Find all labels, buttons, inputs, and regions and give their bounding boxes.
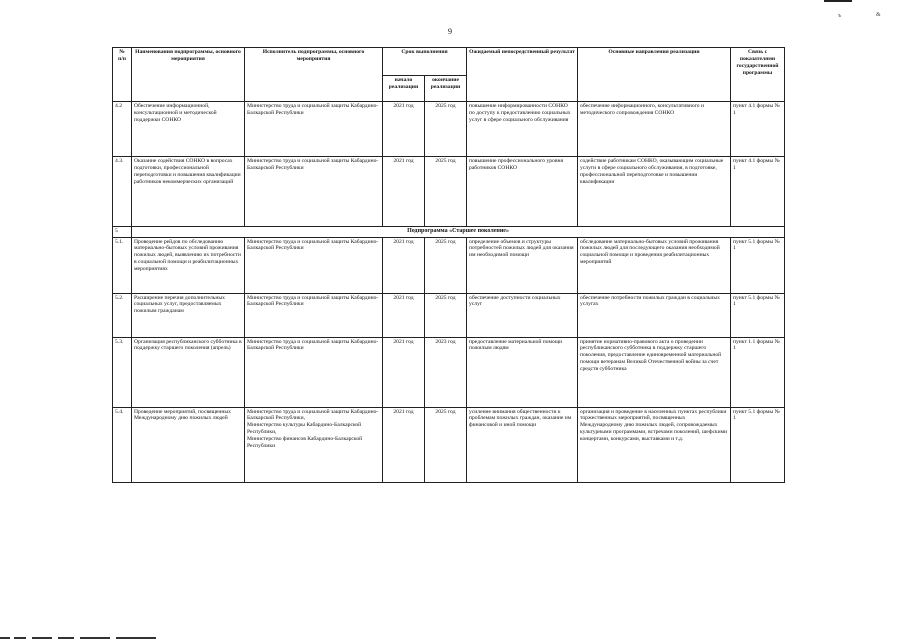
table-row xyxy=(113,237,785,293)
measures-table xyxy=(112,47,785,483)
row-name: Расширение перечня дополнительных социальных услуг, предоставляемых пожилым гражданам xyxy=(132,293,245,337)
row-link: пункт 5.1 формы № 1 xyxy=(731,237,785,293)
row-start: 2021 год xyxy=(383,102,425,157)
row-start: 2021 год xyxy=(383,337,425,407)
row-start: 2021 год xyxy=(383,157,425,227)
row-end: 2025 год xyxy=(425,237,467,293)
row-result: повышение информированности СОНКО по доступу к предоставлению социальных услуг в сфере социального обслуживания xyxy=(467,102,578,157)
row-num: 5.2. xyxy=(113,293,132,337)
corner-mark: ъ xyxy=(838,13,842,19)
table-row xyxy=(113,407,785,482)
row-num: 5.3. xyxy=(113,337,132,407)
row-directions: организация и проведение в населенных пунктах республики торжественных мероприятий, посвященных Международному дню пожилых людей, сопровождаемых культурными программами, встречами поколений, шефскими концертами, конкурсами, выставками и т.д. xyxy=(578,407,731,482)
table-row xyxy=(113,293,785,337)
row-name: Проведение мероприятий, посвященных Международному дню пожилых людей xyxy=(132,407,245,482)
row-executor: Министерство труда и социальной защиты Кабардино-Балкарской Республики xyxy=(245,102,383,157)
section-row xyxy=(113,227,785,238)
header-term: Срок выполнения xyxy=(383,48,467,76)
header-directions: Основные направления реализации xyxy=(578,48,731,102)
row-result: повышение профессионального уровня работников СОНКО xyxy=(467,157,578,227)
row-link: пункт 5.1 формы № 1 xyxy=(731,407,785,482)
row-link: пункт 4.1 формы № 1 xyxy=(731,102,785,157)
row-directions: обеспечение потребности пожилых граждан в социальных услугах xyxy=(578,293,731,337)
row-end: 2025 год xyxy=(425,157,467,227)
row-end: 2025 год xyxy=(425,102,467,157)
row-executor: Министерство труда и социальной защиты Кабардино-Балкарской Республики xyxy=(245,293,383,337)
row-num: 4.2 xyxy=(113,102,132,157)
header-start: начало реализации xyxy=(383,76,425,102)
row-link: пункт 5.1 формы № 1 xyxy=(731,293,785,337)
row-num: 5.4. xyxy=(113,407,132,482)
row-directions: принятие нормативно-правового акта о проведении республиканского субботника в поддержку старшего поколения, предоставление единовременной материальной помощи ветеранам Великой Отечественной войны за счет средств субботника xyxy=(578,337,731,407)
row-start: 2021 год xyxy=(383,293,425,337)
row-executor: Министерство труда и социальной защиты Кабардино-Балкарской Республики xyxy=(245,157,383,227)
row-result: обеспечение доступности социальных услуг xyxy=(467,293,578,337)
row-directions: обследование материально-бытовых условий проживания пожилых людей для последующего оказания необходимой социальной помощи и проведения реабилитационных мероприятий xyxy=(578,237,731,293)
row-name: Обеспечение информационной, консультационной и методической поддержки СОНКО xyxy=(132,102,245,157)
row-end: 2025 год xyxy=(425,407,467,482)
table-row xyxy=(113,157,785,227)
row-end: 2025 год xyxy=(425,293,467,337)
row-executor: Министерство труда и социальной защиты Кабардино-Балкарской Республики, Министерство культуры Кабардино-Балкарской Республики, Министерство финансов Кабардино-Балкарской Республики xyxy=(245,407,383,482)
header-num: № п/п xyxy=(113,48,132,102)
scan-artifact-bar xyxy=(824,0,852,2)
row-directions: содействие работникам СОНКО, оказывающим социальные услуги в сфере социального обслуживания, в подготовке, профессиональной переподготовке и повышении квалификации xyxy=(578,157,731,227)
row-result: определение объемов и структуры потребностей пожилых людей для оказания им необходимой помощи xyxy=(467,237,578,293)
row-link: пункт 1.1 формы № 1 xyxy=(731,337,785,407)
header-end: окончание реализации xyxy=(425,76,467,102)
scan-artifact-dash xyxy=(116,637,156,639)
row-result: предоставление материальной помощи пожилым людям xyxy=(467,337,578,407)
row-link: пункт 4.1 формы № 1 xyxy=(731,157,785,227)
header-name: Наименования подпрограммы, основного мероприятия xyxy=(132,48,245,102)
row-executor: Министерство труда и социальной защиты Кабардино-Балкарской Республики xyxy=(245,337,383,407)
header-result: Ожидаемый непосредственный результат xyxy=(467,48,578,102)
row-num: 5.1. xyxy=(113,237,132,293)
row-start: 2021 год xyxy=(383,407,425,482)
header-link: Связь с показателями государственной программы xyxy=(731,48,785,102)
row-result: усиление внимания общественности к проблемам пожилых граждан, оказание им финансовой и иной помощи xyxy=(467,407,578,482)
scan-artifact-dash xyxy=(14,637,26,639)
section-title: Подпрограмма «Старшее поколение» xyxy=(132,227,785,238)
row-executor: Министерство труда и социальной защиты Кабардино-Балкарской Республики xyxy=(245,237,383,293)
row-name: Проведение рейдов по обследованию материально-бытовых условий проживания пожилых людей, выявлению их потребности в социальной помощи и реабилитационных мероприятиях xyxy=(132,237,245,293)
row-name: Организация республиканского субботника в поддержку старшего поколения (апрель) xyxy=(132,337,245,407)
table-row xyxy=(113,337,785,407)
scan-artifact-dash xyxy=(32,637,52,639)
row-num: 4.3. xyxy=(113,157,132,227)
scan-artifact-dash xyxy=(58,637,74,639)
row-name: Оказание содействия СОНКО в вопросах подготовки, профессиональной переподготовки и повышения квалификации работников некоммерческих организаций xyxy=(132,157,245,227)
header-row xyxy=(113,48,785,76)
corner-mark: & xyxy=(876,12,881,18)
row-end: 2023 год xyxy=(425,337,467,407)
scan-artifact-dash xyxy=(80,637,110,639)
section-num: 5 xyxy=(113,227,132,238)
table-row xyxy=(113,102,785,157)
page-number: 9 xyxy=(448,27,452,36)
scan-artifact-dash xyxy=(0,637,10,639)
header-executor: Исполнитель подпрограммы, основного мероприятия xyxy=(245,48,383,102)
row-start: 2021 год xyxy=(383,237,425,293)
row-directions: обеспечение информационного, консультативного и методического сопровождения СОНКО xyxy=(578,102,731,157)
